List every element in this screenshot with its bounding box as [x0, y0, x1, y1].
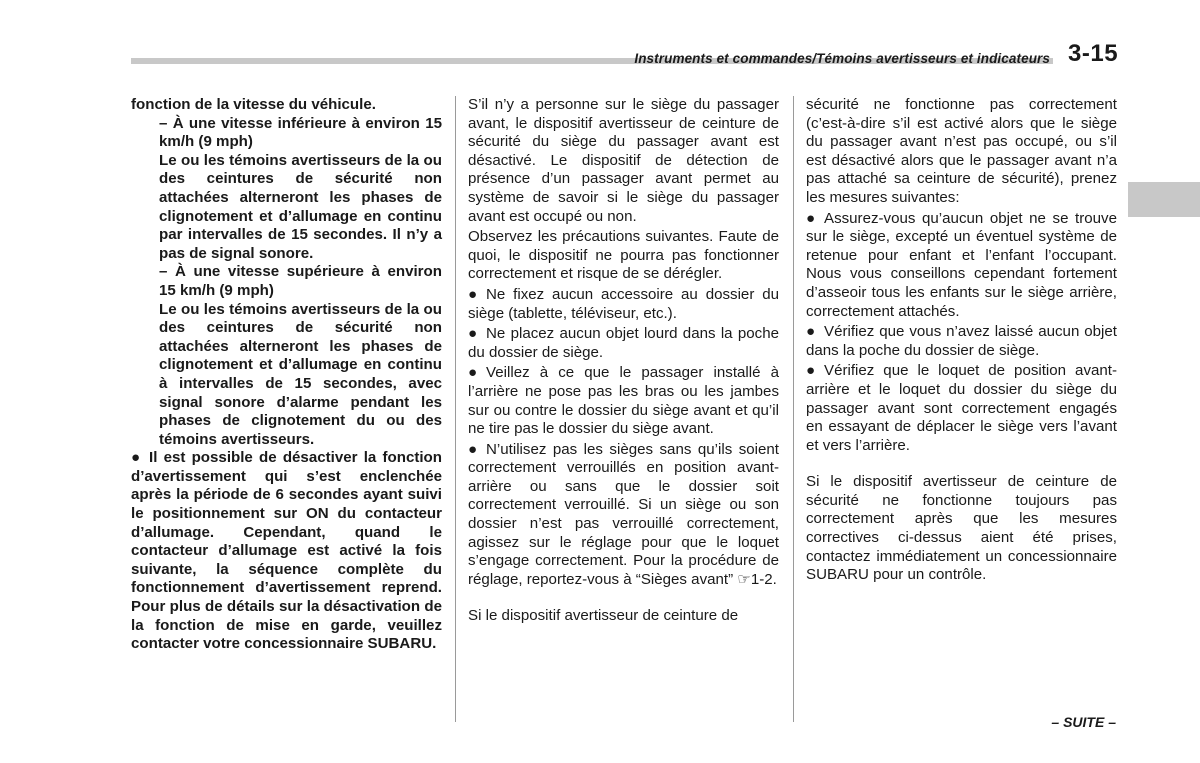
- bullet-icon: ●: [806, 209, 816, 227]
- running-header: Instruments et commandes/Témoins avertisseurs et indicateurs: [634, 51, 1050, 66]
- paragraph: Si le dispositif avertisseur de ceinture de: [468, 607, 739, 625]
- column-divider: [793, 96, 794, 722]
- page-number: 3-15: [1068, 40, 1119, 67]
- bullet-icon: ●: [468, 364, 478, 382]
- bullet-icon: ●: [806, 362, 816, 380]
- bullet-icon: ●: [468, 325, 478, 343]
- list-item: ● Vérifiez que le loquet de position avant-arrière et le loquet du dossier du siège du passager avant sont correctement engagés en essayant de déplacer le siège vers l’avant et vers l’arrière.: [806, 362, 1117, 454]
- speed-low-heading: – À une vitesse inférieure à environ 15 km/h (9 mph): [159, 114, 442, 151]
- bullet-icon: ●: [806, 323, 816, 341]
- bullet-icon: ●: [468, 285, 478, 303]
- column-middle: [468, 96, 779, 626]
- speed-high-body: Le ou les témoins avertisseurs de la ou des ceintures de sécurité non attachées alterneront les phases de clignotement et d’allumage en continu à intervalles de 15 secondes, avec signal sonore d’alarme pendant les phases de clignotement du ou des témoins avertisseurs.: [159, 300, 442, 448]
- paragraph: Si le dispositif avertisseur de ceinture de sécurité ne fonctionne toujours pas correctement après que les mesures correctives ci-dessus aient été prises, contactez immédiatement un concessionnaire SUBARU pour un contrôle.: [806, 473, 1117, 584]
- paragraph: S’il n’y a personne sur le siège du passager avant, le dispositif avertisseur de ceinture de sécurité du siège du passager avant est désactivé. Le dispositif de détection de présence d’un passager avant permet au système de savoir si le siège du passager avant est occupé ou non.: [468, 96, 779, 225]
- list-item: ● Ne fixez aucun accessoire au dossier du siège (tablette, téléviseur, etc.).: [468, 285, 779, 322]
- speed-high-heading: – À une vitesse supérieure à environ 15 km/h (9 mph): [159, 263, 442, 299]
- list-item: ● N’utilisez pas les sièges sans qu’ils soient correctement verrouillés en position avant-arrière ou sans que le dossier soit correctement verrouillé. Si un siège ou son dossier n’est pas verrouillé correctement, agissez sur le réglage pour que le loquet s’engage correctement. Pour la procédure de réglage, reportez-vous à “Sièges avant” ☞1-2.: [468, 440, 779, 588]
- list-item: ● Assurez-vous qu’aucun objet ne se trouve sur le siège, excepté un éventuel système de retenue pour enfant et l’enfant l’occupant. Nous vous conseillons cependant fortement d’asseoir tous les enfants sur le siège arrière, correctement attachés.: [806, 209, 1117, 320]
- note-paragraph: ● Il est possible de désactiver la fonction d’avertissement qui s’est enclenchée après la période de 6 secondes ayant suivi le positionnement sur ON du contacteur d’allumage. Cependant, quand le contacteur d’allumage est activé la fois suivante, la séquence complète du fonctionnement d’avertissement reprend. Pour plus de détails sur la désactivation de la fonction de mise en garde, veuillez contacter votre concessionnaire SUBARU.: [131, 449, 442, 653]
- bullet-icon: ●: [131, 449, 141, 467]
- paragraph: Observez les précautions suivantes. Faute de quoi, le dispositif ne pourra pas fonctionner correctement et risque de se dérégler.: [468, 228, 779, 283]
- speed-low-body: Le ou les témoins avertisseurs de la ou des ceintures de sécurité non attachées alterneront les phases de clignotement et d’allumage en continu par intervalles de 15 secondes. Il n’y a pas de signal sonore.: [159, 151, 442, 262]
- bullet-icon: ●: [468, 440, 478, 458]
- column-right: [806, 96, 1117, 585]
- continued-marker: – SUITE –: [1051, 714, 1116, 730]
- paragraph: sécurité ne fonctionne pas correctement (c’est-à-dire s’il est activé alors que le siège du passager avant n’est pas occupé, ou s’il est désactivé alors que le passager avant n’a pas attaché sa ceinture de sécurité), prenez les mesures suivantes:: [806, 96, 1117, 206]
- list-item: ● Ne placez aucun objet lourd dans la poche du dossier de siège.: [468, 325, 779, 361]
- list-item: ● Vérifiez que vous n’avez laissé aucun objet dans la poche du dossier de siège.: [806, 323, 1117, 359]
- section-tab: [1128, 182, 1200, 217]
- column-divider: [455, 96, 456, 722]
- column-left: [131, 96, 442, 654]
- paragraph: fonction de la vitesse du véhicule.: [131, 96, 376, 113]
- list-item: ● Veillez à ce que le passager installé à l’arrière ne pose pas les bras ou les jambes sur ou contre le dossier du siège avant et qu’il ne tire pas le dossier du siège avant.: [468, 364, 779, 438]
